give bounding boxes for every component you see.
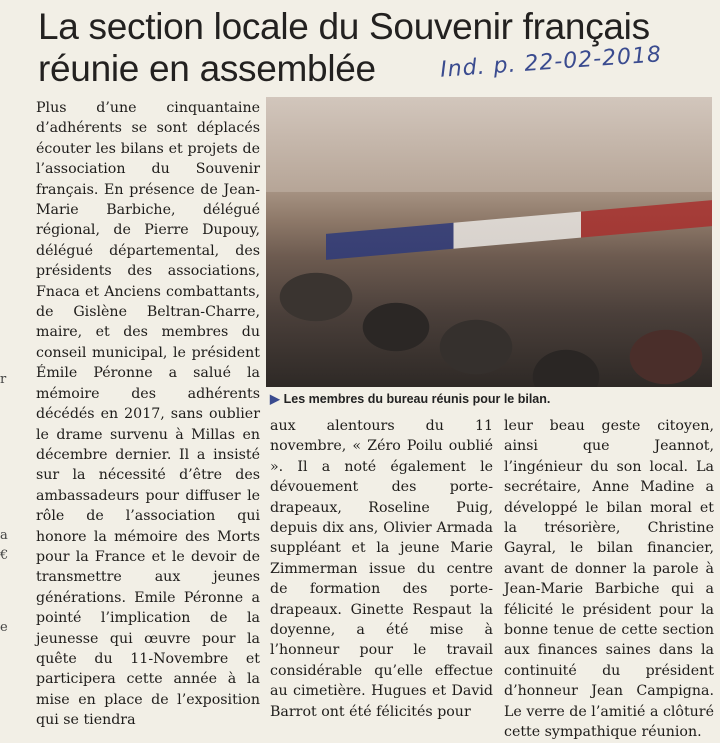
column-3-text: leur beau geste citoyen, ainsi que Jeannot, l’ingénieur du son local. La secrétaire, Anne Madine a développé le bilan moral et la trésorière, Christine Gayral, le bilan financier, avant de donner la parole à Jean-Marie Barbiche qui a félicité le président pour la bonne tenue de cette section aux finances saines dans la continuité du président d’honneur Jean Campigna. Le verre de l’amitié a clôturé cette sympathique réunion. [504,418,714,741]
headline-line-2: réunie en assemblée [38,48,376,89]
column-1-text: Plus d’une cinquantaine d’adhérents se sont déplacés écouter les bilans et projets de l’association du Souvenir français. En présence de Jean-Marie Barbiche, délégué régional, de Pierre Dupouy, délégué départemental, des présidents des associations, Fnaca et Anciens combattants, de Gislène Beltran-Charre, maire, et des membres du conseil municipal, le président Émile Péronne a salué la mémoire des adhérents décédés en 2017, sans oublier le drame survenu à Millas en décembre dernier. Il a insisté sur la nécessité d’être des ambassadeurs pour diffuser le rôle de l’association qui honore la mémoire des Morts pour la France et le devoir de transmettre aux jeunes générations. Emile Péronne a pointé l’implication de la jeunesse qui œuvre pour la quête du 11-Novembre et participera cette année à la mise en place de l’exposition qui se tiendra [36,100,260,729]
margin-fragment: e [0,620,8,635]
caption-text: Les membres du bureau réunis pour le bilan. [283,392,551,406]
handwritten-date-note: Ind. p. 22-02-2018 [439,42,663,83]
margin-fragment: a [0,528,8,543]
article-column-3 [504,416,714,743]
meeting-photo [266,97,712,387]
column-2-text: aux alentours du 11 novembre, « Zéro Poilu oublié ». Il a noté également le dévouement des porte-drapeaux, Roseline Puig, depuis dix ans, Olivier Armada suppléant et la jeune Marie Zimmerman issue du centre de formation des porte-drapeaux. Ginette Respaut la doyenne, a été mise à l’honneur pour le travail considérable qu’elle effectue au cimetière. Hugues et David Barrot ont été félicités pour [270,418,493,720]
margin-fragment: r [0,372,7,387]
photo-caption [270,391,710,406]
caption-marker-icon: ▶ [270,392,280,406]
article-column-2 [270,416,493,722]
photo-tricolor-table [326,200,712,260]
article-column-1 [36,98,260,731]
headline-line-1: La section locale du Souvenir français [38,6,650,47]
photo-wall [266,97,712,192]
margin-fragment: € [0,548,9,563]
